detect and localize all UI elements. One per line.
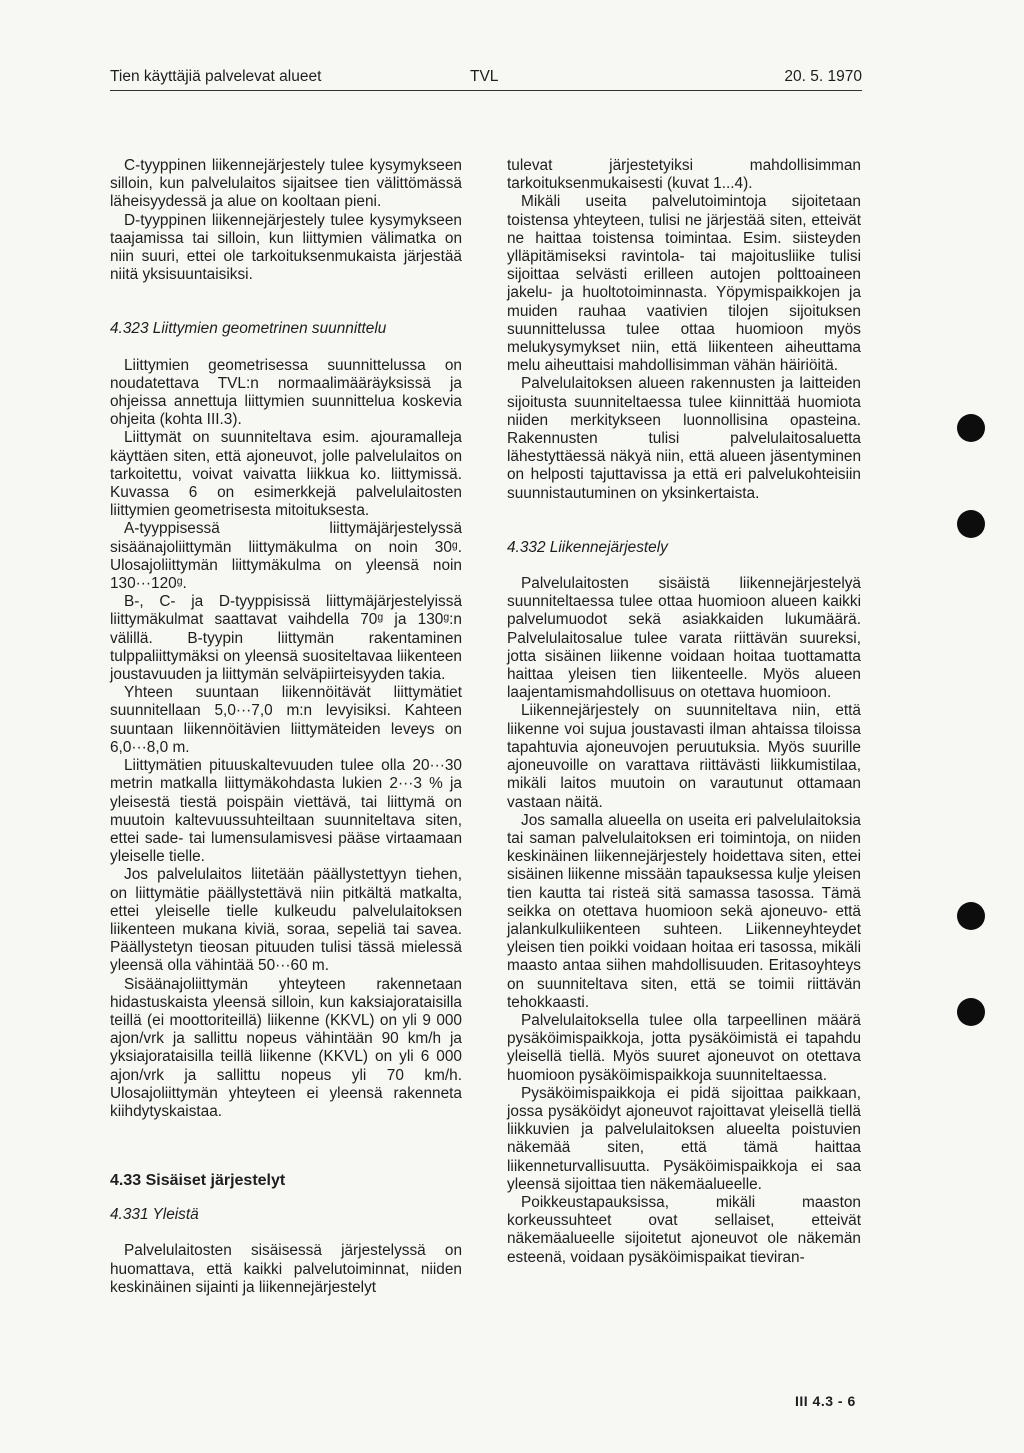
paragraph: Jos palvelulaitos liitetään päällystettyyn tiehen, on liittymätie päällystettävä niin pitkältä matkalta, ettei yleiselle tielle kulkeudu palvelulaitoksen liikenteen mukana kiviä, soraa, sepeliä tai savea. Päällystetyn tieosan pituuden tulisi tässä mielessä yleensä olla vähintää 50···60 m. — [110, 866, 462, 975]
paragraph: Liittymien geometrisessa suunnittelussa on noudatettava TVL:n normaalimääräyksissä ja ohjeissa annettuja liittymien suunnittelua koskevia ohjeita (kohta III.3). — [110, 356, 462, 429]
paragraph: A-tyyppisessä liittymäjärjestelyssä sisäänajoliittymän liittymäkulma on noin 30ᵍ. Ulosajoliittymän liittymäkulma on yleensä noin 130···120ᵍ. — [110, 520, 462, 593]
header-section-title: Tien käyttäjiä palvelevat alueet — [110, 68, 322, 85]
binder-hole — [957, 902, 985, 930]
paragraph: Mikäli useita palvelutoimintoja sijoitetaan toistensa yhteyteen, tulisi ne järjestää siten, etteivät ne haittaa toistensa toimintaa. Esim. siisteyden ylläpitämiseksi ravintola- tai majoitusliike tulisi sijoittaa selvästi erilleen autojen polttoaineen jakelu- ja huoltotoiminnasta. Yöpymispaikkojen ja muiden rauhaa vaativien tilojen sijoituksen suunnittelussa tulee ottaa huomioon myös melukysymykset niin, että liikenteen aiheuttama melu aiheuttaisi mahdollisimman vähän häiriöitä. — [507, 193, 861, 375]
running-header — [110, 66, 862, 91]
binder-hole — [957, 998, 985, 1026]
paragraph: Palvelulaitosten sisäistä liikennejärjestelyä suunniteltaessa tulee ottaa huomioon alueen kaikki palvelumuodot sekä asiakkaiden lukumäärä. Palvelulaitosalue tulee varata riittävän suureksi, jotta sisäinen liikenne voidaan hoitaa tuottamatta haittaa yleisen tien liikenteelle. Myös alueen laajentamismahdollisuus on otettava huomioon. — [507, 575, 861, 702]
section-heading-433: 4.33 Sisäiset järjestelyt — [110, 1172, 286, 1190]
left-column — [110, 157, 462, 1297]
paragraph: Liittymätien pituuskaltevuuden tulee olla 20···30 metrin matkalla liittymäkohdasta lukien 2···3 % ja yleisestä tiestä poispäin viettävä, tai liittymä on muutoin kaltevuussuhteiltaan suunniteltava siten, ettei sade- tai lumensulamisvesi pääse virtaamaan yleiselle tielle. — [110, 757, 462, 866]
paragraph: Poikkeustapauksissa, mikäli maaston korkeussuhteet ovat sellaiset, etteivät näkemäalueelle sijoitetut ajoneuvot ole näkemän esteenä, voidaan pysäköimispaikat tieviran- — [507, 1193, 861, 1266]
paragraph: Liikennejärjestely on suunniteltava niin, että liikenne voi sujua joustavasti ilman ahtaissa tiloissa tapahtuvia ajoneuvojen peruutuksia. Myös suurille ajoneuvoille on varattava riittävästi liikkumistilaa, mikäli laitos muutoin on varautunut ottamaan vastaan näitä. — [507, 702, 861, 811]
page-number: III 4.3 - 6 — [795, 1393, 856, 1409]
paragraph: Yhteen suuntaan liikennöitävät liittymätiet suunnitellaan 5,0···7,0 m:n levyisiksi. Kahteen suuntaan liikennöitävien liittymäteiden leveys on 6,0···8,0 m. — [110, 684, 462, 756]
paragraph: Jos samalla alueella on useita eri palvelulaitoksia tai saman palvelulaitoksen eri toimintoja, on niiden keskinäinen liikennejärjestely hoidettava siten, ettei sisäinen liikenne missään tapauksessa kulje yleisen tien kautta tai risteä sitä samassa tasossa. Tämä seikka on otettava huomioon sekä ajoneuvo- että jalankulkuliikenteen suhteen. Liikenneyhteydet yleisen tien poikki voidaan hoitaa eri tasossa, mikäli maasto antaa siihen mahdollisuuden. Eritasoyhteys on suunniteltava siten, että se toimii riittävän tehokkaasti. — [507, 811, 861, 1011]
section-heading-4323: 4.323 Liittymien geometrinen suunnittelu — [110, 320, 387, 338]
paragraph: Palvelulaitoksella tulee olla tarpeellinen määrä pysäköimispaikkoja, jotta pysäköimistä ei tapahdu yleisellä tiellä. Myös suuret ajoneuvot on otettava huomioon pysäköimispaikkoja suunniteltaessa. — [507, 1011, 861, 1084]
paragraph: Palvelulaitoksen alueen rakennusten ja laitteiden sijoitusta suunniteltaessa tulee kiinnittää huomiota niiden merkitykseen luonnollisina opasteina. Rakennusten tulisi palvelulaitosaluetta lähestyttäessä näkyä niin, että alueen jäsentyminen on helposti tajuttavissa ja että eri palvelukohteisiin suunnistautuminen on yksinkertaista. — [507, 375, 861, 502]
paragraph: C-tyyppinen liikennejärjestely tulee kysymykseen silloin, kun palvelulaitos sijaitsee tien välittömässä läheisyydessä ja alue on kooltaan pieni. — [110, 157, 462, 211]
paragraph: Palvelulaitosten sisäisessä järjestelyssä on huomattava, että kaikki palvelutoiminnat, niiden keskinäinen sijainti ja liikennejärjestelyt — [110, 1242, 462, 1296]
paragraph: Sisäänajoliittymän yhteyteen rakennetaan hidastuskaista yleensä silloin, kun kaksiajorataisilla teillä (ei moottoriteillä) liikenne (KKVL) on yli 9 000 ajon/vrk ja sallittu nopeus vähintään 90 km/h ja yksiajorataisilla teillä liikenne (KKVL) on yli 6 000 ajon/vrk ja sallittu nopeus yli 70 km/h. Ulosajoliittymän yhteyteen ei yleensä rakenneta kiihdytyskaistaa. — [110, 975, 462, 1120]
paragraph: B-, C- ja D-tyyppisissä liittymäjärjestelyissä liittymäkulmat saattavat vaihdella 70ᵍ ja 130ᵍ:n välillä. B-tyypin liittymän rakentaminen tulppaliittymäksi on yleensä suositeltavaa liikenteen joustavuuden ja liittymän selväpiirteisyyden takia. — [110, 593, 462, 684]
binder-hole — [957, 510, 985, 538]
section-heading-4331: 4.331 Yleistä — [110, 1206, 199, 1224]
paragraph: Pysäköimispaikkoja ei pidä sijoittaa paikkaan, jossa pysäköidyt ajoneuvot rajoittavat yleisellä tiellä liikkuvien ja palvelulaitoksen alueelta poistuvien näkemää siten, että tämä haittaa liikenneturvallisuutta. Pysäköimispaikkoja ei saa yleensä sijoittaa tien näkemäalueelle. — [507, 1084, 861, 1193]
right-column — [507, 157, 861, 1267]
section-heading-4332: 4.332 Liikennejärjestely — [507, 538, 668, 556]
header-publisher: TVL — [470, 68, 499, 85]
binder-hole — [957, 414, 985, 442]
paragraph: tulevat järjestetyiksi mahdollisimman tarkoituksenmukaisesti (kuvat 1...4). — [507, 157, 861, 193]
paragraph: D-tyyppinen liikennejärjestely tulee kysymykseen taajamissa tai silloin, kun liittymien välimatka on niin suuri, ettei ole tarkoituksenmukaista järjestää niitä yksisuuntaisiksi. — [110, 211, 462, 284]
header-date: 20. 5. 1970 — [784, 68, 862, 85]
paragraph: Liittymät on suunniteltava esim. ajouramalleja käyttäen siten, että ajoneuvot, jolle palvelulaitos on tarkoitettu, voivat vaivatta liikkua ko. liittymissä. Kuvassa 6 on esimerkkejä palvelulaitosten liittymien geometrisesta mitoituksesta. — [110, 429, 462, 520]
